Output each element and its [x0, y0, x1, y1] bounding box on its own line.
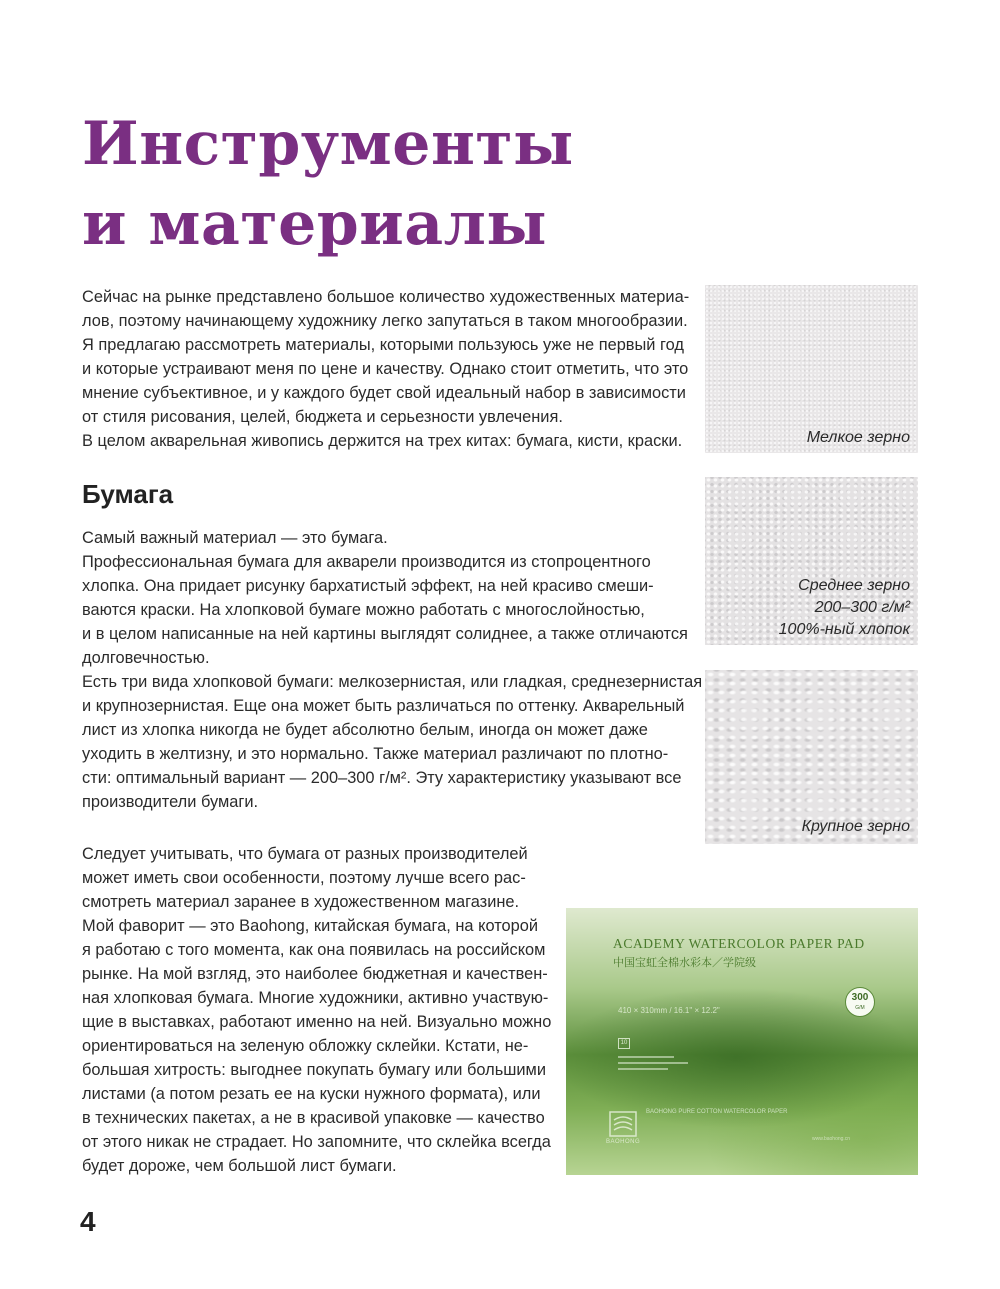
swatch-caption-line: 100%-ный хлопок: [778, 621, 910, 638]
product-url: www.baohong.cn: [812, 1136, 851, 1142]
note-line: будет дороже, чем большой лист бумаги.: [82, 1157, 397, 1175]
product-title: ACADEMY WATERCOLOR PAPER PAD: [613, 936, 865, 951]
intro-line: мнение субъективное, и у каждого будет свой идеальный набор в зависимости: [82, 384, 686, 402]
paper-line: Самый важный материал — это бумага.: [82, 529, 388, 547]
badge-number: 300: [851, 992, 869, 1003]
swatch-caption-line: Среднее зерно: [798, 577, 910, 594]
note-line: большая хитрость: выгоднее покупать бумагу или большими: [82, 1061, 546, 1079]
swatch-caption-line: 200–300 г/м²: [814, 599, 910, 616]
page-title-line-1: Инструменты: [82, 109, 574, 179]
paper-line: долговечностью.: [82, 649, 210, 667]
note-line: ориентироваться на зеленую обложку склейки. Кстати, не-: [82, 1037, 529, 1055]
paper-line: уходить в желтизну, и это нормально. Также материал различают по плотно-: [82, 745, 669, 763]
weight-badge: [845, 987, 875, 1017]
note-paragraph: [82, 842, 551, 1178]
medium-grain-paper-swatch: [705, 477, 918, 645]
paper-line: Есть три вида хлопковой бумаги: мелкозернистая, или гладкая, среднезернистая: [82, 673, 703, 691]
paper-line: и в целом написанные на ней картины выглядят солиднее, а также отличаются: [82, 625, 688, 643]
coarse-grain-paper-swatch: [705, 670, 918, 844]
intro-paragraph: [82, 285, 689, 453]
swatch-caption-line: Мелкое зерно: [806, 429, 910, 446]
paper-line: и крупнозернистая. Еще она может быть различаться по оттенку. Акварельный: [82, 697, 685, 715]
note-line: щие в выставках, работают именно на ней. Визуально можно: [82, 1013, 552, 1031]
intro-line: лов, поэтому начинающему художнику легко запутаться в таком многообразии.: [82, 312, 688, 330]
note-line: Следует учитывать, что бумага от разных производителей: [82, 845, 528, 863]
swatch-caption: [802, 816, 910, 838]
note-line: от этого никак не страдает. Но запомните, что склейка всегда: [82, 1133, 551, 1151]
product-description: BAOHONG PURE COTTON WATERCOLOR PAPER: [646, 1109, 788, 1115]
baohong-paper-pad-photo: [566, 908, 918, 1175]
intro-line: и которые устраивают меня по цене и качеству. Однако стоит отметить, что это: [82, 360, 689, 378]
intro-line: В целом акварельная живопись держится на трех китах: бумага, кисти, краски.: [82, 432, 683, 450]
badge-unit: G/M: [855, 1005, 865, 1011]
intro-line: от стиля рисования, целей, бюджета и серьезности увлечения.: [82, 408, 563, 426]
note-line: листами (а потом резать ее на куски нужного формата), или: [82, 1085, 541, 1103]
spec-lines: [618, 1056, 688, 1074]
sheet-count: 10: [620, 1040, 628, 1046]
page-title: [82, 104, 574, 264]
brand-name: BAOHONG: [606, 1139, 641, 1145]
intro-line: Я предлагаю рассмотреть материалы, которыми пользуюсь уже не первый год: [82, 336, 684, 354]
page-title-line-2: и материалы: [82, 189, 548, 259]
intro-line: Сейчас на рынке представлено большое количество художественных материа-: [82, 288, 690, 306]
swatch-caption-line: Крупное зерно: [801, 818, 910, 835]
baohong-logo-icon: [609, 1111, 637, 1137]
note-line: я работаю с того момента, как она появилась на российском: [82, 941, 546, 959]
fine-grain-paper-swatch: [705, 285, 918, 453]
note-line: может иметь свои особенности, поэтому лучше всего рас-: [82, 869, 526, 887]
paper-paragraph: [82, 526, 702, 814]
note-line: ная хлопковая бумага. Многие художники, активно участвую-: [82, 989, 549, 1007]
product-subtitle: 中国宝虹全棉水彩本／学院级: [613, 956, 756, 969]
note-line: смотреть материал заранее в художественном магазине.: [82, 893, 520, 911]
page-number: 4: [80, 1206, 96, 1237]
paper-line: лист из хлопка никогда не будет абсолютно белым, иногда он может даже: [82, 721, 648, 739]
note-line: рынке. На мой взгляд, это наиболее бюджетная и качествен-: [82, 965, 548, 983]
section-heading-paper: Бумага: [82, 479, 174, 509]
paper-line: ваются краски. На хлопковой бумаге можно работать с многослойностью,: [82, 601, 645, 619]
note-line: в технических пакетах, а не в красивой упаковке — качество: [82, 1109, 545, 1127]
swatch-caption: [807, 427, 910, 449]
swatch-caption: [779, 575, 910, 641]
product-spec: 410 × 310mm / 16.1" × 12.2": [618, 1006, 720, 1015]
paper-line: производители бумаги.: [82, 793, 259, 811]
sheet-count-box: [618, 1038, 630, 1049]
note-line: Мой фаворит — это Baohong, китайская бумага, на которой: [82, 917, 539, 935]
paper-line: сти: оптимальный вариант — 200–300 г/м². Эту характеристику указывают все: [82, 769, 682, 787]
paper-line: хлопка. Она придает рисунку бархатистый эффект, на ней красиво смеши-: [82, 577, 654, 595]
paper-line: Профессиональная бумага для акварели производится из стопроцентного: [82, 553, 651, 571]
